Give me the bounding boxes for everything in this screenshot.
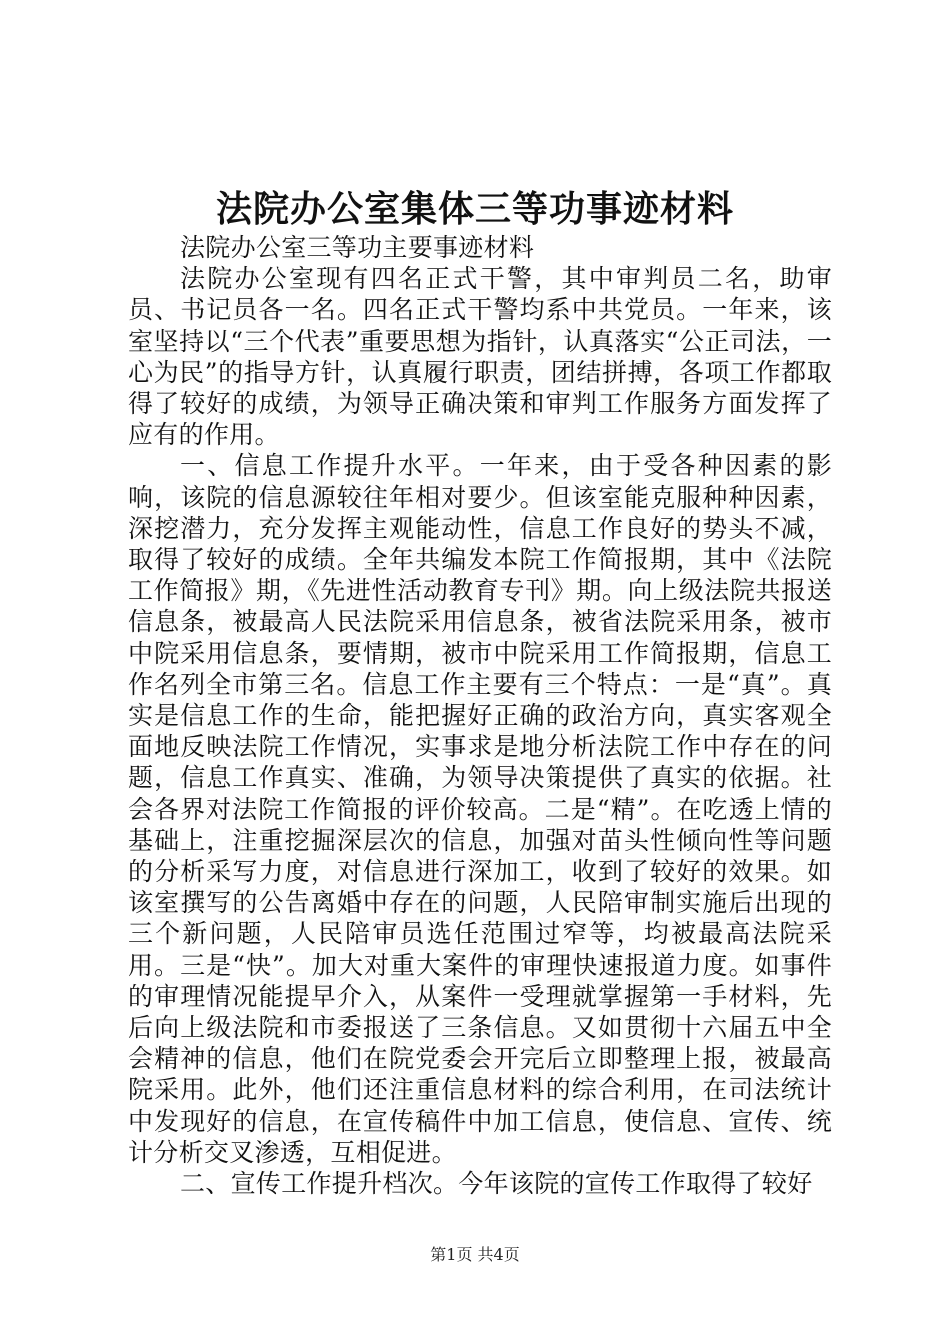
document-body [128,232,832,1199]
paragraph-section-two: 二、宣传工作提升档次。今年该院的宣传工作取得了较好 [180,1169,813,1199]
document-title: 法院办公室集体三等功事迹材料 [215,188,734,230]
paragraph-section-one: 一、信息工作提升水平。一年来，由于受各种因素的影响，该院的信息源较往年相对要少。但该室能克服种种因素，深挖潜力，充分发挥主观能动性，信息工作良好的势头不减，取得了较好的成绩。全年共编发本院工作简报期，其中《法院工作简报》期，《先进性活动教育专刊》期。向上级法院共报送信息条，被最高人民法院采用信息条，被省法院采用条，被市中院采用信息条，要情期，被市中院采用工作简报期，信息工作名列全市第三名。信息工作主要有三个特点：一是“真”。真实是信息工作的生命，能把握好正确的政治方向，真实客观全面地反映法院工作情况，实事求是地分析法院工作中存在的问题，信息工作真实、准确，为领导决策提供了真实的依据。社会各界对法院工作简报的评价较高。二是“精”。在吃透上情的基础上，注重挖掘深层次的信息，加强对苗头性倾向性等问题的分析采写力度，对信息进行深加工，收到了较好的效果。如该室撰写的公告离婚中存在的问题，人民陪审制实施后出现的三个新问题，人民陪审员选任范围过窄等，均被最高法院采用。三是“快”。加大对重大案件的审理快速报道力度。如事件的审理情况能提早介入，从案件一受理就掌握第一手材料，先后向上级法院和市委报送了三条信息。又如贯彻十六届五中全会精神的信息，他们在院党委会开完后立即整理上报，被最高院采用。此外，他们还注重信息材料的综合利用，在司法统计中发现好的信息，在宣传稿件中加工信息，使信息、宣传、统计分析交叉渗透，互相促进。 [128,451,832,1167]
paragraph-subtitle: 法院办公室三等功主要事迹材料 [180,233,535,262]
paragraph-intro: 法院办公室现有四名正式干警，其中审判员二名，助审员、书记员各一名。四名正式干警均系中共党员。一年来，该室坚持以“三个代表”重要思想为指针，认真落实“公正司法，一心为民”的指导方针，认真履行职责，团结拼搏，各项工作都取得了较好的成绩，为领导正确决策和审判工作服务方面发挥了应有的作用。 [128,264,832,450]
page-number-footer: 第1页 共4页 [430,1245,520,1264]
